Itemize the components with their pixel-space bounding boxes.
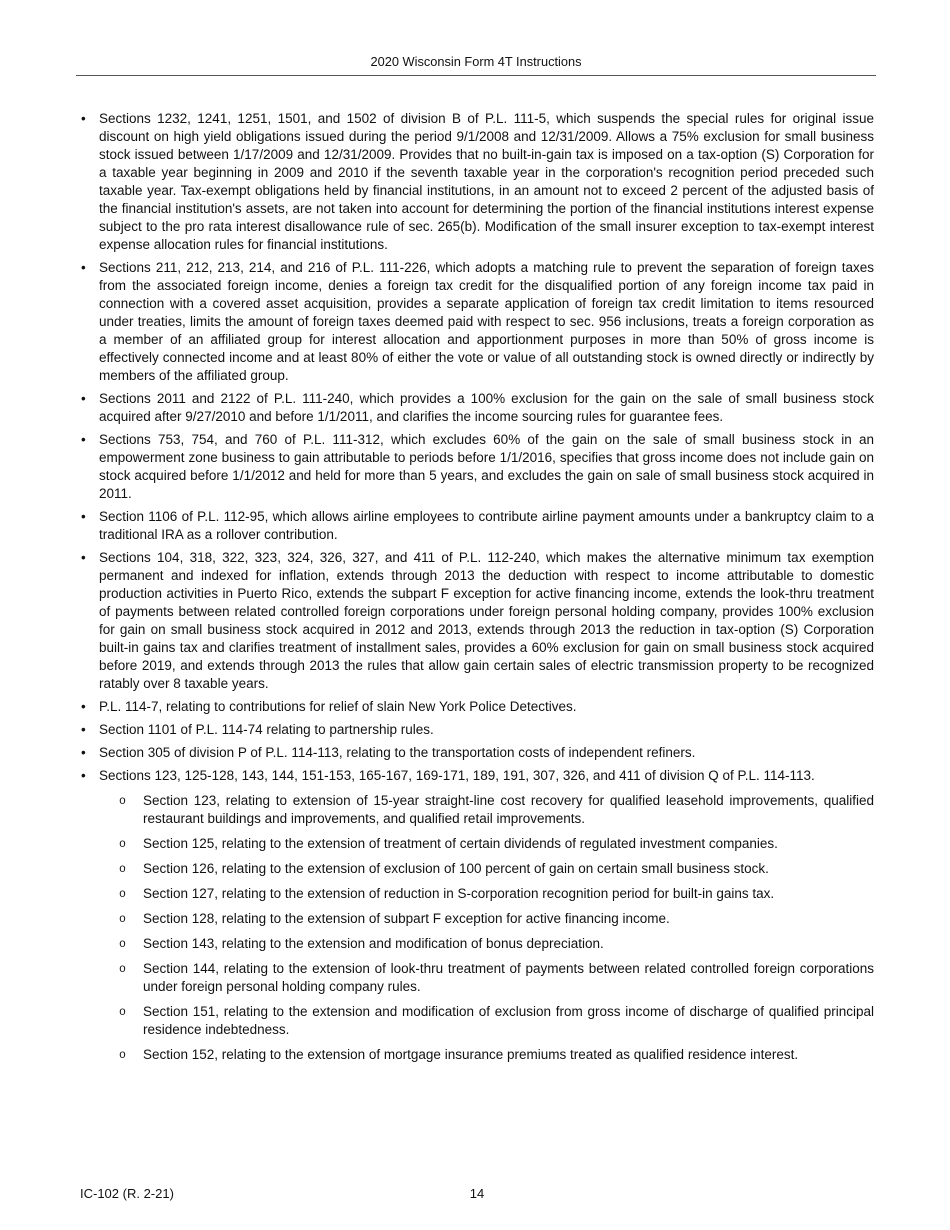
list-item [80, 508, 874, 544]
list-item [80, 390, 874, 426]
circle-bullet-icon: o [119, 888, 126, 901]
bullet-icon: • [81, 722, 86, 737]
sub-list-item [99, 1046, 874, 1064]
list-item-text: P.L. 114-7, relating to contributions for relief of slain New York Police Detectives. [99, 699, 577, 714]
bullet-icon: • [81, 768, 86, 783]
circle-bullet-icon: o [119, 1006, 126, 1019]
sub-list-item-text: Section 152, relating to the extension of mortgage insurance premiums treated as qualified residence interest. [143, 1047, 799, 1062]
list-item [80, 110, 874, 254]
sub-list-item-text: Section 123, relating to extension of 15-year straight-line cost recovery for qualified leasehold improvements, qualified restaurant buildings and improvements, and qualified retail improvements. [143, 793, 874, 826]
bullet-icon: • [81, 111, 86, 126]
sub-list-item-text: Section 143, relating to the extension and modification of bonus depreciation. [143, 936, 604, 951]
sub-list-item-text: Section 151, relating to the extension and modification of exclusion from gross income of discharge of qualified principal residence indebtedness. [143, 1004, 874, 1037]
list-item-text: Section 1106 of P.L. 112-95, which allows airline employees to contribute airline payment amounts under a bankruptcy claim to a traditional IRA as a rollover contribution. [99, 509, 874, 542]
list-item-text: Sections 753, 754, and 760 of P.L. 111-312, which excludes 60% of the gain on the sale of small business stock in an empowerment zone business to gain attributable to periods before 1/1/2016, specifies that gross income does not include gain on stock acquired before 1/1/2012 and held for more than 5 years, and excludes the gain on sale of small business stock acquired in 2011. [99, 432, 874, 501]
list-item-text: Sections 2011 and 2122 of P.L. 111-240, which provides a 100% exclusion for the gain on the sale of small business stock acquired after 9/27/2010 and before 1/1/2011, and clarifies the income sourcing rules for guarantee fees. [99, 391, 874, 424]
circle-bullet-icon: o [119, 795, 126, 808]
page-header [76, 0, 876, 76]
sub-list-item-text: Section 144, relating to the extension of look-thru treatment of payments between related controlled foreign corporations under foreign personal holding company rules. [143, 961, 874, 994]
list-item [80, 721, 874, 739]
list-item-text: Sections 123, 125-128, 143, 144, 151-153, 165-167, 169-171, 189, 191, 307, 326, and 411 of division Q of P.L. 114-113. [99, 768, 815, 783]
sub-list-item [99, 860, 874, 878]
circle-bullet-icon: o [119, 913, 126, 926]
list-item [80, 698, 874, 716]
page-content [80, 110, 874, 1064]
sub-list-item [99, 835, 874, 853]
list-item [80, 259, 874, 385]
sub-list-item [99, 935, 874, 953]
document-title: 2020 Wisconsin Form 4T Instructions [370, 54, 582, 69]
bullet-list [80, 110, 874, 1064]
form-id: IC-102 (R. 2-21) [80, 1186, 174, 1201]
sub-list-item-text: Section 125, relating to the extension of treatment of certain dividends of regulated investment companies. [143, 836, 778, 851]
circle-bullet-icon: o [119, 863, 126, 876]
list-item [80, 767, 874, 1064]
sub-list-item [99, 910, 874, 928]
list-item [80, 549, 874, 693]
circle-bullet-icon: o [119, 838, 126, 851]
list-item-text: Section 1101 of P.L. 114-74 relating to partnership rules. [99, 722, 434, 737]
sub-list-item-text: Section 127, relating to the extension of reduction in S-corporation recognition period for built-in gains tax. [143, 886, 775, 901]
sub-bullet-list [99, 792, 874, 1064]
bullet-icon: • [81, 432, 86, 447]
bullet-icon: • [81, 745, 86, 760]
list-item-text: Sections 104, 318, 322, 323, 324, 326, 327, and 411 of P.L. 112-240, which makes the alternative minimum tax exemption permanent and indexed for inflation, extends through 2013 the deduction with respect to income attributable to domestic production activities in Puerto Rico, extends the subpart F exception for active financing income, extends the look-thru treatment of payments between related controlled foreign corporations under foreign personal holding company, provides 100% exclusion for gain on small business stock acquired in 2012 and 2013, extends through 2013 the reduction in tax-option (S) Corporation built-in gains tax and clarifies treatment of installment sales, provides a 60% exclusion for gain on small business stock acquired before 2019, and extends through 2013 the rules that allow gain certain sales of electric transmission property to be recognized ratably over 8 taxable years. [99, 550, 874, 691]
circle-bullet-icon: o [119, 938, 126, 951]
list-item-text: Sections 211, 212, 213, 214, and 216 of P.L. 111-226, which adopts a matching rule to prevent the separation of foreign taxes from the associated foreign income, denies a foreign tax credit for the disqualified portion of any foreign income tax paid in connection with a covered asset acquisition, provides a separate application of foreign tax credit limitation to items resourced under treaties, limits the amount of foreign taxes deemed paid with respect to sec. 956 inclusions, treats a foreign corporation as a member of an affiliated group for interest allocation and apportionment purposes in more than 50% of gross income is effectively connected income and at least 80% of either the vote or value of all outstanding stock is owned directly or indirectly by members of the affiliated group. [99, 260, 874, 383]
list-item-text: Sections 1232, 1241, 1251, 1501, and 1502 of division B of P.L. 111-5, which suspends the special rules for original issue discount on high yield obligations issued during the period 9/1/2008 and 12/31/2009. Allows a 75% exclusion for small business stock issued between 1/17/2009 and 12/31/2009. Provides that no built-in-gain tax is imposed on a tax-option (S) Corporation for a taxable year beginning in 2009 and 2010 if the seventh taxable year in the corporation's recognition period preceded such taxable year. Tax-exempt obligations held by financial institutions, in an amount not to exceed 2 percent of the adjusted basis of the financial institution's assets, are not taken into account for determining the portion of the financial institutions interest expense subject to the pro rata interest disallowance rule of sec. 265(b). Modification of the small insurer exception to tax-exempt interest expense allocation rules for financial institutions. [99, 111, 874, 252]
circle-bullet-icon: o [119, 1049, 126, 1062]
list-item [80, 744, 874, 762]
sub-list-item [99, 1003, 874, 1039]
bullet-icon: • [81, 550, 86, 565]
bullet-icon: • [81, 260, 86, 275]
sub-list-item-text: Section 128, relating to the extension of subpart F exception for active financing income. [143, 911, 670, 926]
sub-list-item [99, 792, 874, 828]
circle-bullet-icon: o [119, 963, 126, 976]
list-item [80, 431, 874, 503]
bullet-icon: • [81, 509, 86, 524]
sub-list-item-text: Section 126, relating to the extension of exclusion of 100 percent of gain on certain small business stock. [143, 861, 769, 876]
sub-list-item [99, 885, 874, 903]
bullet-icon: • [81, 391, 86, 406]
sub-list-item [99, 960, 874, 996]
bullet-icon: • [81, 699, 86, 714]
list-item-text: Section 305 of division P of P.L. 114-113, relating to the transportation costs of independent refiners. [99, 745, 696, 760]
page-number: 14 [469, 1186, 485, 1201]
